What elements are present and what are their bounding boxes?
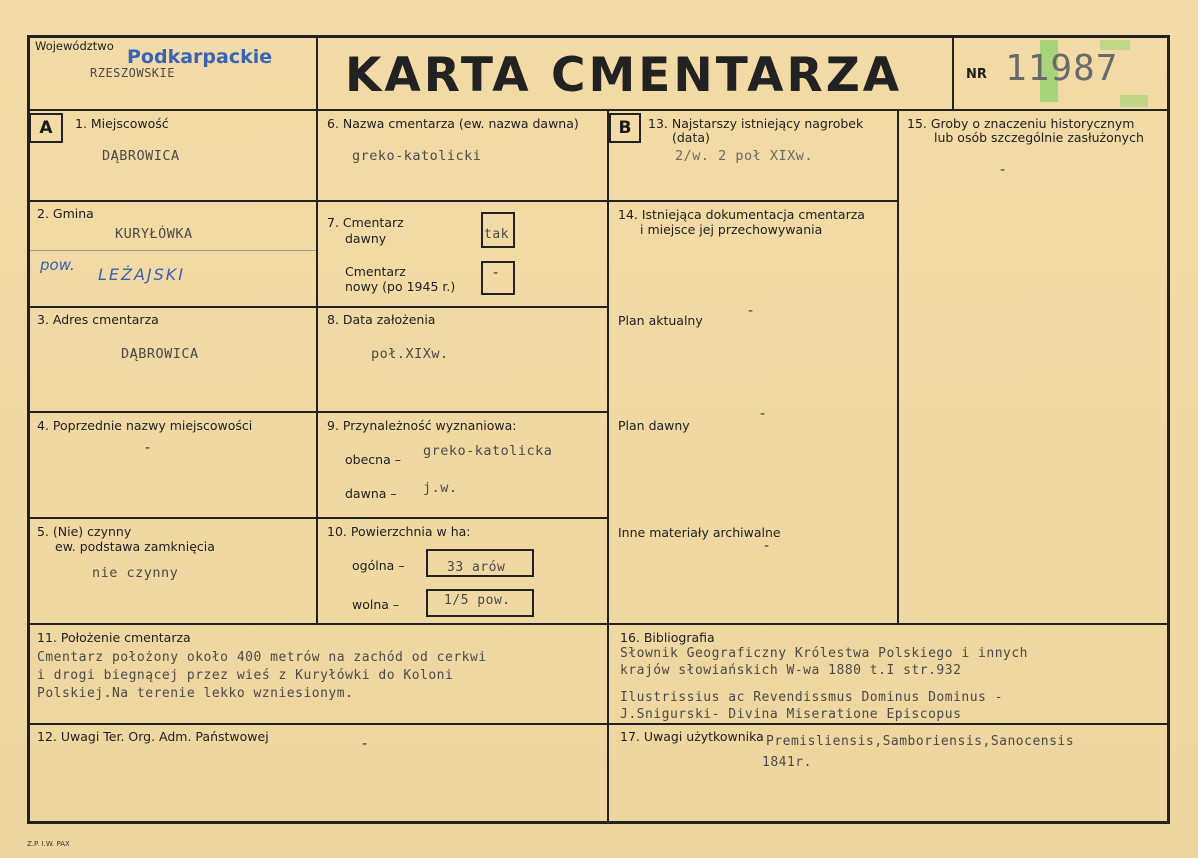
cemetery-name-label: 6. Nazwa cmentarza (ew. nazwa dawna) bbox=[327, 116, 579, 131]
section-a-marker: A bbox=[29, 113, 63, 143]
district-prefix: pow. bbox=[40, 256, 75, 274]
active-status-label: 5. (Nie) czynny bbox=[37, 524, 132, 539]
other-materials-label: Inne materiały archiwalne bbox=[618, 525, 781, 540]
active-status-value: nie czynny bbox=[92, 565, 179, 581]
nr-label: NR bbox=[966, 67, 987, 82]
divider bbox=[27, 109, 1170, 111]
area-label: 10. Powierzchnia w ha: bbox=[327, 524, 471, 539]
documentation-label: 14. Istniejąca dokumentacja cmentarza bbox=[618, 207, 865, 222]
cemetery-address-value: DĄBROWICA bbox=[121, 346, 199, 362]
oldest-tombstone-value: 2/w. 2 poł XIXw. bbox=[675, 148, 814, 164]
bibliography-line: krajów słowiańskich W-wa 1880 t.I str.932 bbox=[620, 663, 962, 678]
commune-value: KURYŁÓWKA bbox=[115, 226, 193, 242]
section-b-marker: B bbox=[609, 113, 641, 143]
other-materials-value: - bbox=[764, 538, 770, 554]
denomination-current-label: obecna – bbox=[345, 452, 401, 467]
divider bbox=[27, 200, 897, 202]
plan-current-label: Plan aktualny bbox=[618, 313, 703, 328]
founding-date-label: 8. Data założenia bbox=[327, 312, 436, 327]
oldest-tombstone-label: 13. Najstarszy istniejący nagrobek bbox=[648, 116, 864, 131]
user-notes-label: 17. Uwagi użytkownika bbox=[620, 729, 764, 744]
location-label: 11. Położenie cmentarza bbox=[37, 630, 191, 645]
previous-names-value: - bbox=[145, 440, 151, 456]
denomination-label: 9. Przynależność wyznaniowa: bbox=[327, 418, 517, 433]
old-cemetery-label-2: dawny bbox=[345, 231, 387, 246]
area-free-label: wolna – bbox=[352, 597, 400, 612]
notable-graves-value: - bbox=[1000, 162, 1006, 178]
old-cemetery-label: 7. Cmentarz bbox=[327, 215, 404, 230]
notable-graves-label: 15. Groby o znaczeniu historycznym bbox=[907, 116, 1135, 131]
voivodeship-typed: RZESZOWSKIE bbox=[90, 66, 175, 80]
district-value: LEŻAJSKI bbox=[98, 265, 186, 284]
page-title: KARTA CMENTARZA bbox=[345, 48, 903, 103]
new-cemetery-label-2: nowy (po 1945 r.) bbox=[345, 279, 456, 294]
user-notes-line: Premisliensis,Samboriensis,Sanocensis bbox=[766, 734, 1075, 749]
denomination-former-label: dawna – bbox=[345, 486, 397, 501]
state-admin-notes-label: 12. Uwagi Ter. Org. Adm. Państwowej bbox=[37, 729, 269, 744]
user-notes-line: 1841r. bbox=[762, 755, 812, 770]
denomination-former-value: j.w. bbox=[423, 480, 458, 496]
bibliography-line: Ilustrissius ac Revendissmus Dominus Dominus - bbox=[620, 690, 1004, 705]
area-free-value: 1/5 pow. bbox=[444, 593, 511, 608]
location-line: Cmentarz położony około 400 metrów na zachód od cerkwi bbox=[37, 650, 487, 665]
location-line: Polskiej.Na terenie lekko wzniesionym. bbox=[37, 686, 354, 701]
old-cemetery-value: tak bbox=[484, 227, 509, 242]
denomination-current-value: greko-katolicka bbox=[423, 443, 553, 459]
cemetery-name-value: greko-katolicki bbox=[352, 148, 482, 164]
state-admin-notes-value: - bbox=[362, 736, 368, 752]
oldest-tombstone-label-2: (data) bbox=[672, 130, 710, 145]
voivodeship-stamp: Podkarpackie bbox=[127, 46, 273, 68]
locality-label: 1. Miejscowość bbox=[75, 116, 169, 131]
notable-graves-label-2: lub osób szczególnie zasłużonych bbox=[934, 130, 1144, 145]
plan-former-value: - bbox=[760, 406, 766, 422]
commune-label: 2. Gmina bbox=[37, 206, 94, 221]
card-number: 11987 bbox=[1005, 48, 1119, 89]
bibliography-line: J.Snigurski- Divina Miseratione Episcopus bbox=[620, 707, 962, 722]
printer-imprint: Z.P. I.W. PAX bbox=[27, 840, 70, 848]
voivodeship-label: Województwo bbox=[35, 39, 114, 53]
new-cemetery-label: Cmentarz bbox=[345, 264, 406, 279]
plan-current-value: - bbox=[748, 303, 754, 319]
green-marker-mark bbox=[1120, 95, 1148, 107]
divider bbox=[607, 109, 609, 824]
new-cemetery-value: - bbox=[493, 265, 499, 281]
area-total-value: 33 arów bbox=[447, 560, 506, 575]
plan-former-label: Plan dawny bbox=[618, 418, 690, 433]
area-total-label: ogólna – bbox=[352, 558, 405, 573]
cemetery-address-label: 3. Adres cmentarza bbox=[37, 312, 159, 327]
bibliography-line: Słownik Geograficzny Królestwa Polskiego i innych bbox=[620, 646, 1029, 661]
bibliography-label: 16. Bibliografia bbox=[620, 630, 715, 645]
documentation-label-2: i miejsce jej przechowywania bbox=[640, 222, 823, 237]
divider bbox=[30, 250, 316, 251]
founding-date-value: poł.XIXw. bbox=[371, 346, 449, 362]
locality-value: DĄBROWICA bbox=[102, 148, 180, 164]
previous-names-label: 4. Poprzednie nazwy miejscowości bbox=[37, 418, 253, 433]
divider bbox=[316, 35, 318, 623]
divider bbox=[952, 35, 954, 109]
closure-basis-label: ew. podstawa zamknięcia bbox=[55, 539, 215, 554]
divider bbox=[27, 723, 1170, 725]
divider bbox=[897, 109, 899, 623]
divider bbox=[27, 623, 1170, 625]
location-line: i drogi biegnącej przez wieś z Kuryłówki do Koloni bbox=[37, 668, 454, 683]
